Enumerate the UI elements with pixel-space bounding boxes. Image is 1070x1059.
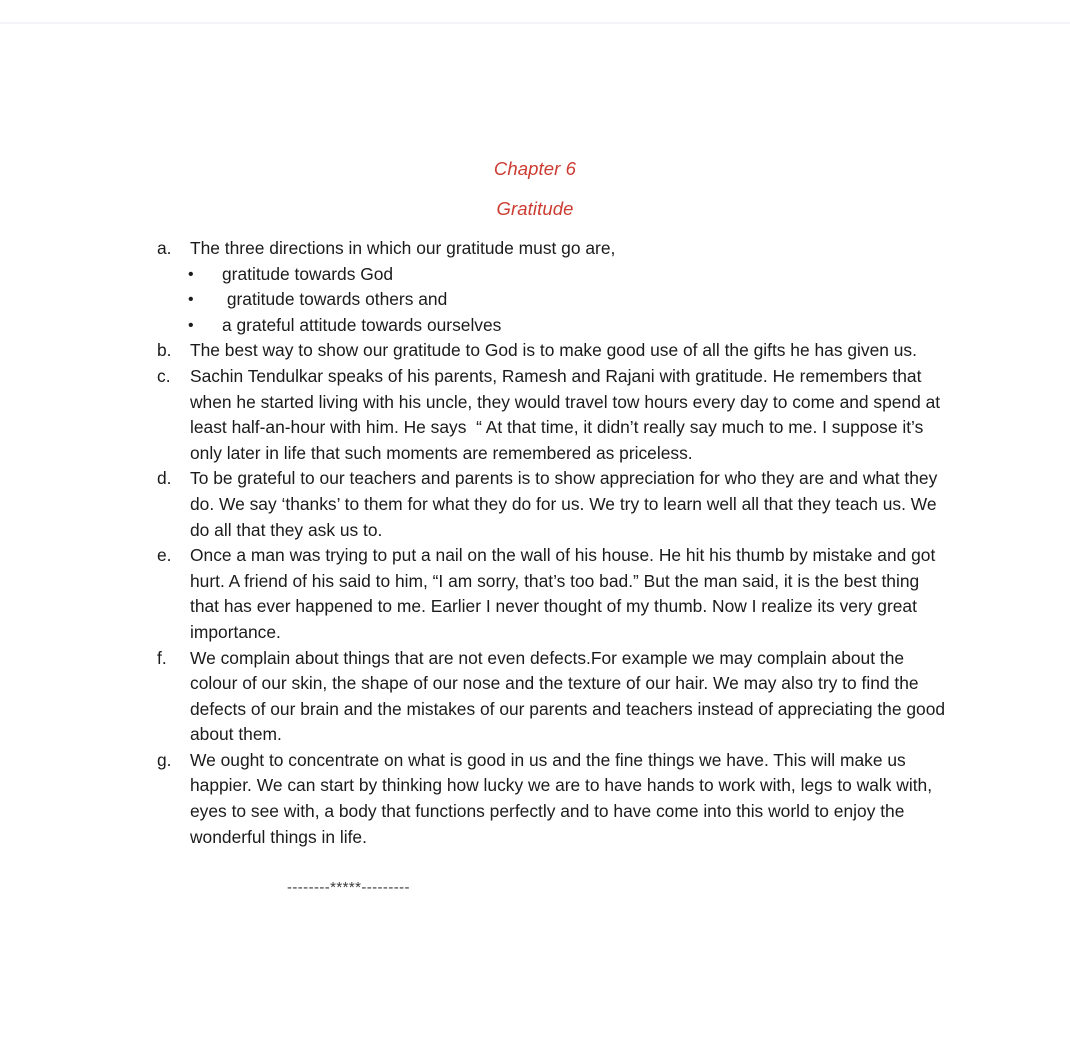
list-item <box>157 748 952 850</box>
list-item-text: Once a man was trying to put a nail on the wall of his house. He hit his thumb by mistake and got hurt. A friend of his said to him, “I am sorry, that’s too bad.” But the man said, it is the best thing that has ever happened to me. Earlier I never thought of my thumb. Now I realize its very great importance. <box>190 545 941 642</box>
document-content <box>157 236 952 850</box>
bullet-icon: • <box>188 291 194 309</box>
list-item <box>188 262 952 288</box>
heading-spacer <box>0 181 1070 197</box>
list-item <box>188 287 952 313</box>
chapter-title: Gratitude <box>496 198 574 219</box>
sub-bullet-list <box>157 262 952 339</box>
list-item <box>157 236 952 262</box>
list-item <box>157 543 952 645</box>
list-item <box>157 338 952 364</box>
list-marker: d. <box>157 468 172 489</box>
list-item <box>157 364 952 466</box>
bullet-icon: • <box>188 265 194 283</box>
bullet-icon: • <box>188 316 194 334</box>
list-item-text: To be grateful to our teachers and parents is to show appreciation for who they are and what they do. We say ‘thanks’ to them for what they do for us. We try to learn well all that they teach us. We do all that they ask us to. <box>190 468 943 540</box>
list-marker: e. <box>157 545 172 566</box>
bullet-item-text: a grateful attitude towards ourselves <box>222 314 502 335</box>
list-item-text: We ought to concentrate on what is good in us and the fine things we have. This will make us happier. We can start by thinking how lucky we are to have hands to work with, legs to walk with, eyes to see with, a body that functions perfectly and to have come into this world to enjoy the wonderful things in life. <box>190 749 937 847</box>
list-item-text: The three directions in which our gratitude must go are, <box>190 238 616 258</box>
list-marker: f. <box>157 647 167 668</box>
list-item-text: Sachin Tendulkar speaks of his parents, Ramesh and Rajani with gratitude. He remembers that when he started living with his uncle, they would travel tow hours every day to come and spend at least half-an-hour with him. He says “ At that time, it didn’t really say much to me. I suppose it’s only later in life that such moments are remembered as priceless. <box>190 365 945 463</box>
list-marker: g. <box>157 749 172 770</box>
document-headings <box>0 157 1070 221</box>
scan-artifact-line <box>0 22 1070 24</box>
list-item <box>157 466 952 543</box>
list-item-text: We complain about things that are not even defects.For example we may complain about the colour of our skin, the shape of our nose and the texture of our hair. We may also try to find the defects of our brain and the mistakes of our parents and teachers instead of appreciating the good about them. <box>190 647 950 745</box>
bullet-item-text: gratitude towards God <box>222 263 394 284</box>
bullet-item-text: gratitude towards others and <box>222 289 448 310</box>
list-item-text: The best way to show our gratitude to God is to make good use of all the gifts he has given us. <box>190 340 917 361</box>
list-marker: a. <box>157 238 172 258</box>
list-marker: c. <box>157 365 171 386</box>
section-end-separator: --------*****--------- <box>287 879 410 896</box>
list-item <box>157 646 952 748</box>
list-marker: b. <box>157 340 172 361</box>
list-item <box>188 313 952 339</box>
chapter-heading: Chapter 6 <box>493 158 577 179</box>
